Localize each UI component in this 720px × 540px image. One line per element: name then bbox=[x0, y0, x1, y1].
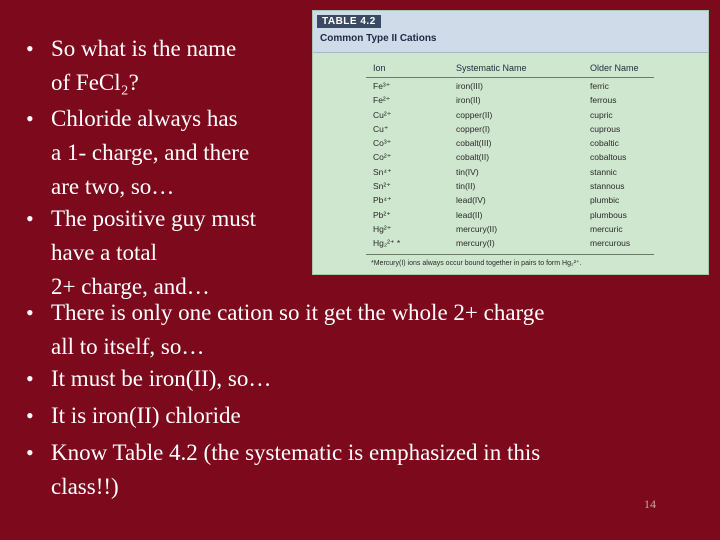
bullet-line: class!!) bbox=[51, 474, 119, 499]
column-header-ion: Ion bbox=[373, 63, 386, 73]
ion-cell: Fe³⁺ bbox=[373, 81, 391, 91]
older-name-cell: mercurous bbox=[590, 238, 631, 249]
table-row bbox=[313, 238, 708, 252]
ion-cell: Hg²⁺ bbox=[373, 223, 392, 234]
systematic-name-cell: lead(II) bbox=[456, 209, 483, 220]
systematic-name-cell: iron(II) bbox=[456, 95, 481, 106]
bullet-dot-icon: • bbox=[26, 440, 34, 465]
ion-cell: Cu⁺ bbox=[373, 123, 389, 134]
systematic-name-cell: cobalt(II) bbox=[456, 152, 490, 163]
ion-cell: Cu²⁺ bbox=[373, 109, 392, 120]
ion-cell: Sn²⁺ bbox=[373, 181, 391, 192]
systematic-name-cell: mercury(II) bbox=[456, 223, 498, 234]
older-name-cell: mercuric bbox=[590, 223, 623, 234]
bullet-line: a 1- charge, and there bbox=[51, 140, 250, 165]
table-row bbox=[313, 195, 708, 209]
older-name-cell: ferrous bbox=[590, 95, 617, 106]
older-name-cell: ferric bbox=[590, 81, 609, 91]
older-name-cell: cobaltous bbox=[590, 152, 627, 163]
table-rows bbox=[313, 81, 708, 253]
table-row bbox=[313, 95, 708, 109]
systematic-name-cell: tin(II) bbox=[456, 181, 476, 192]
bullet-line: There is only one cation so it get the whole 2+ charge bbox=[51, 300, 545, 325]
ion-cell: Pb⁴⁺ bbox=[373, 195, 392, 206]
table-row bbox=[313, 81, 708, 95]
ion-cell: Hg₂²⁺ * bbox=[373, 238, 401, 249]
table-row bbox=[313, 167, 708, 181]
older-name-cell: cuprous bbox=[590, 123, 621, 134]
column-header-older: Older Name bbox=[590, 63, 639, 73]
header-rule bbox=[366, 77, 654, 78]
older-name-cell: plumbous bbox=[590, 209, 627, 220]
systematic-name-cell: lead(IV) bbox=[456, 195, 486, 206]
bullet-line: So what is the name bbox=[51, 36, 237, 61]
older-name-cell: cupric bbox=[590, 109, 613, 120]
bullet-line: It is iron(II) chloride bbox=[51, 403, 241, 428]
bullet-line: It must be iron(II), so… bbox=[51, 366, 272, 391]
older-name-cell: stannous bbox=[590, 181, 625, 192]
page-number: 14 bbox=[644, 497, 656, 511]
table-header-band bbox=[313, 11, 708, 53]
bullet-line: are two, so… bbox=[51, 174, 175, 199]
table-tag: TABLE 4.2 bbox=[317, 15, 381, 28]
older-name-cell: stannic bbox=[590, 166, 617, 177]
table-row bbox=[313, 181, 708, 195]
systematic-name-cell: tin(IV) bbox=[456, 166, 479, 177]
bottom-rule bbox=[366, 254, 654, 255]
systematic-name-cell: mercury(I) bbox=[456, 238, 495, 249]
bullet-dot-icon: • bbox=[26, 36, 34, 61]
bullet-line: Chloride always has bbox=[51, 106, 238, 131]
bullet-line: all to itself, so… bbox=[51, 334, 205, 359]
table-row bbox=[313, 210, 708, 224]
table-row bbox=[313, 124, 708, 138]
systematic-name-cell: copper(I) bbox=[456, 123, 491, 134]
table-row bbox=[313, 138, 708, 152]
older-name-cell: plumbic bbox=[590, 195, 620, 206]
table-row bbox=[313, 152, 708, 166]
table-title: Common Type II Cations bbox=[320, 33, 437, 44]
ion-cell: Pb²⁺ bbox=[373, 209, 391, 220]
cations-table bbox=[312, 10, 709, 275]
ion-cell: Sn⁴⁺ bbox=[373, 166, 392, 177]
older-name-cell: cobaltic bbox=[590, 138, 619, 149]
bullet-dot-icon: • bbox=[26, 300, 34, 325]
bullet-line: 2+ charge, and… bbox=[51, 274, 210, 299]
bullet-dot-icon: • bbox=[26, 366, 34, 391]
bullet-dot-icon: • bbox=[26, 206, 34, 231]
bullet-line: of FeCl₂? bbox=[51, 70, 139, 95]
systematic-name-cell: iron(III) bbox=[456, 81, 483, 91]
table-row bbox=[313, 224, 708, 238]
ion-cell: Co²⁺ bbox=[373, 152, 392, 163]
ion-cell: Fe²⁺ bbox=[373, 95, 391, 106]
bullet-line: have a total bbox=[51, 240, 158, 265]
column-header-systematic: Systematic Name bbox=[456, 63, 527, 73]
bullet-line: Know Table 4.2 (the systematic is emphasized in this bbox=[51, 440, 541, 465]
systematic-name-cell: cobalt(III) bbox=[456, 138, 492, 149]
bullet-dot-icon: • bbox=[26, 106, 34, 131]
table-footnote: *Mercury(I) ions always occur bound together in pairs to form Hg₂²⁺. bbox=[371, 260, 582, 267]
table-row bbox=[313, 110, 708, 124]
bullet-line: The positive guy must bbox=[51, 206, 257, 231]
bullet-dot-icon: • bbox=[26, 403, 34, 428]
systematic-name-cell: copper(II) bbox=[456, 109, 493, 120]
ion-cell: Co³⁺ bbox=[373, 138, 392, 149]
